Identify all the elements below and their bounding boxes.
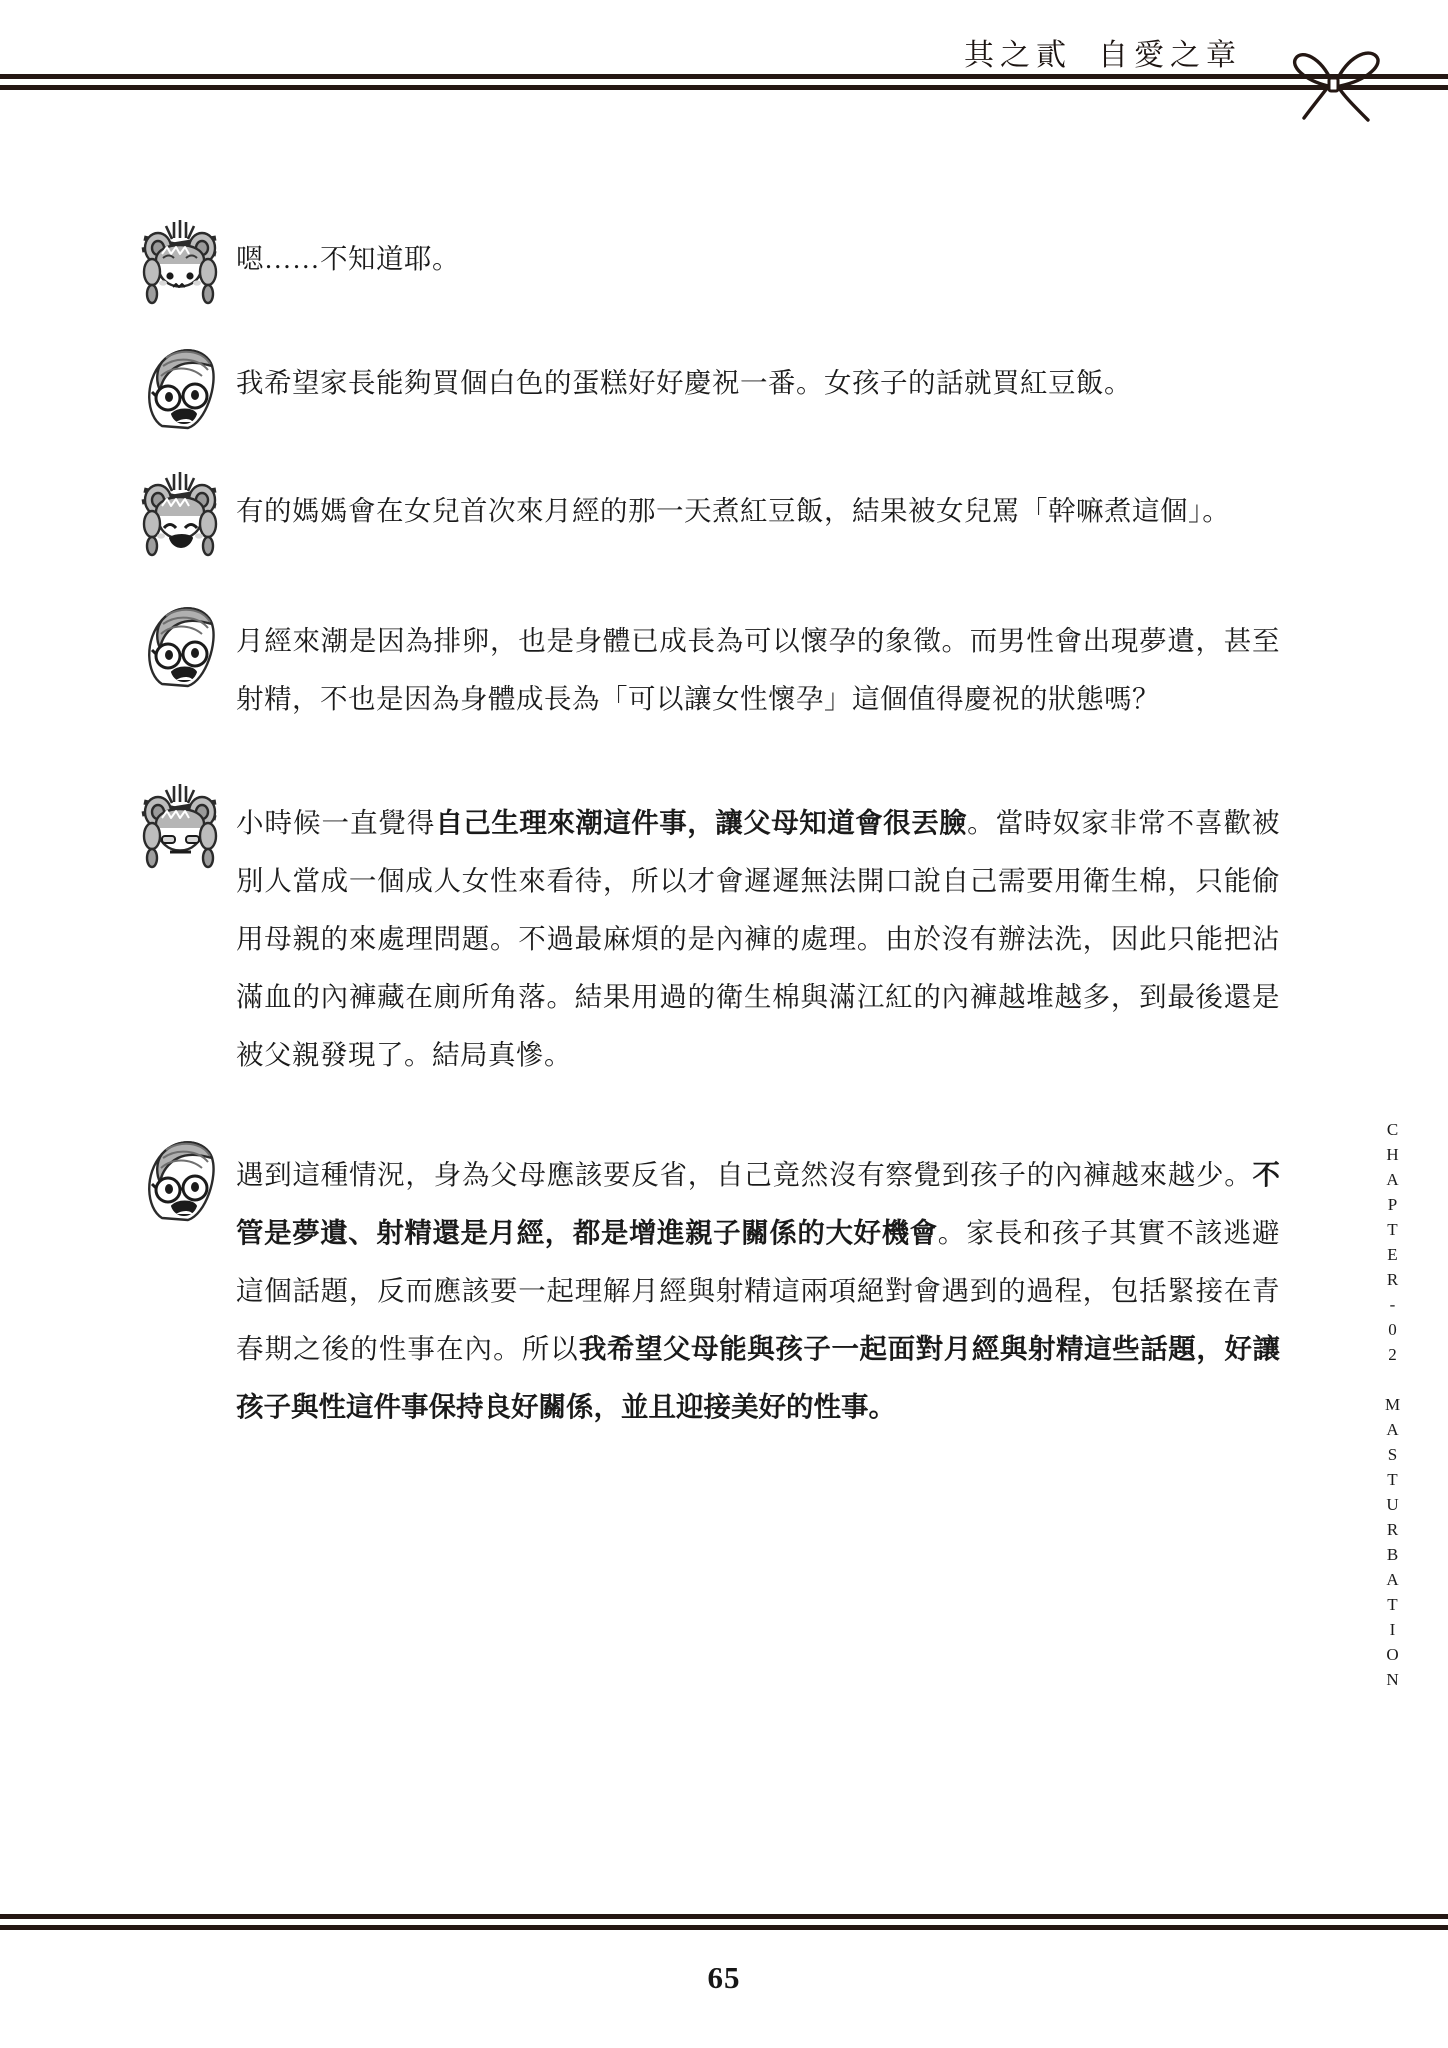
glasses-teacher-avatar-icon xyxy=(132,596,228,692)
text-run: 月經來潮是因為排卵，也是身體已成長為可以懷孕的象徵。而男性會出現夢遺，甚至射精，不也是因為身體成長為「可以讓女性懷孕」這個值得慶祝的狀態嗎？ xyxy=(236,625,1280,714)
rule-line-bottom xyxy=(0,85,1448,90)
glasses-teacher-avatar-icon xyxy=(132,338,228,434)
text-run-bold: 我希望父母能與孩子一起面對月經與射精這些話題，好讓孩子與性這件事保持良好關係，並且迎接美好的性事。 xyxy=(236,1333,1281,1422)
rule-line-top xyxy=(0,74,1448,79)
dialogue-text xyxy=(236,1128,1280,1436)
text-run-bold: 不管是夢遺、射精還是月經，都是增進親子關係的大好機會 xyxy=(236,1159,1280,1248)
dialogue-text xyxy=(236,212,1280,288)
rule-line-top xyxy=(0,1914,1448,1919)
dialogue-row xyxy=(132,336,1280,434)
chapter-running-head xyxy=(964,30,1242,74)
rule-line-gap xyxy=(0,80,1448,84)
dialogue-text xyxy=(236,776,1280,1084)
dialogue-text xyxy=(236,464,1280,540)
oiran-avatar-icon xyxy=(132,214,228,310)
dialogue-row xyxy=(132,776,1280,1084)
dialogue-text xyxy=(236,336,1280,412)
page-footer xyxy=(0,1888,1448,2048)
dialogue-list xyxy=(132,212,1280,1470)
ribbon-bow-icon xyxy=(1282,36,1394,132)
dialogue-row xyxy=(132,212,1280,310)
dialogue-row xyxy=(132,594,1280,728)
text-run: 。當時奴家非常不喜歡被別人當成一個成人女性來看待，所以才會遲遲無法開口說自己需要用衛生棉，只能偷用母親的來處理問題。不過最麻煩的是內褲的處理。由於沒有辦法洗，因此只能把沾滿血的內褲藏在廁所角落。結果用過的衛生棉與滿江紅的內褲越堆越多，到最後還是被父親發現了。結局真慘。 xyxy=(236,807,1281,1070)
page-number: 65 xyxy=(707,1960,741,1995)
side-running-head: CHAPTER-02 MASTURBATION xyxy=(1383,1120,1402,1695)
text-run: 小時候一直覺得 xyxy=(236,807,436,838)
text-run: 嗯……不知道耶。 xyxy=(236,243,460,274)
dialogue-row xyxy=(132,464,1280,562)
chapter-label: 其之貳 xyxy=(964,39,1072,72)
dialogue-text xyxy=(236,594,1280,728)
oiran-avatar-icon xyxy=(132,778,228,874)
text-run: 我希望家長能夠買個白色的蛋糕好好慶祝一番。女孩子的話就買紅豆飯。 xyxy=(236,367,1132,398)
text-run: 遇到這種情況，身為父母應該要反省，自己竟然沒有察覺到孩子的內褲越來越少。 xyxy=(236,1159,1253,1190)
text-run: 。家長和孩子其實不該逃避這個話題，反而應該要一起理解月經與射精這兩項絕對會遇到的過程，包括緊接在青春期之後的性事在內。所以 xyxy=(236,1217,1280,1364)
dialogue-row xyxy=(132,1128,1280,1436)
page-header xyxy=(0,0,1448,120)
footer-double-rule xyxy=(0,1914,1448,1930)
rule-line-gap xyxy=(0,1920,1448,1924)
rule-line-bottom xyxy=(0,1925,1448,1930)
glasses-teacher-avatar-icon xyxy=(132,1130,228,1226)
header-double-rule xyxy=(0,74,1448,90)
chapter-title: 自愛之章 xyxy=(1098,39,1242,72)
text-run: 有的媽媽會在女兒首次來月經的那一天煮紅豆飯，結果被女兒罵「幹嘛煮這個」。 xyxy=(236,495,1231,526)
oiran-avatar-icon xyxy=(132,466,228,562)
text-run-bold: 自己生理來潮這件事，讓父母知道會很丟臉 xyxy=(435,807,968,838)
